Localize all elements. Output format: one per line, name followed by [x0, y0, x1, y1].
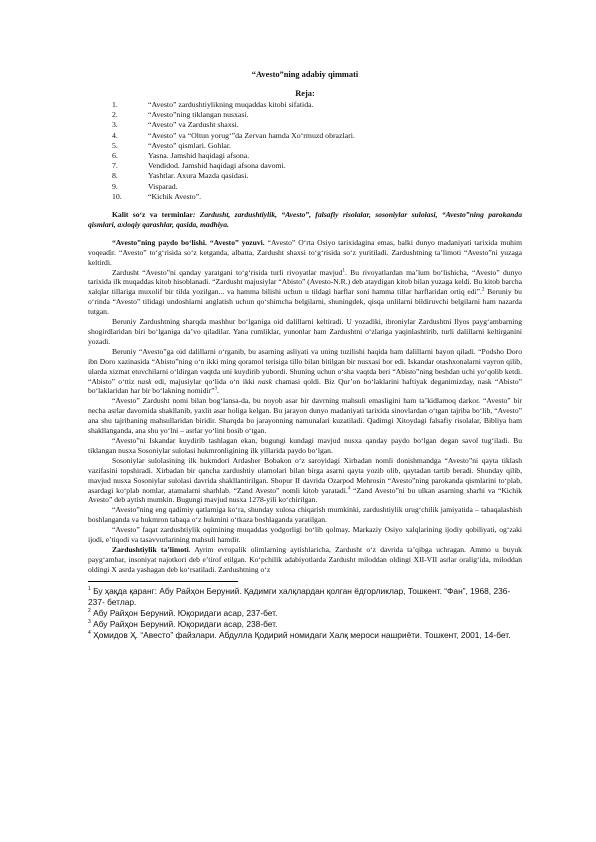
plan-item — [88, 110, 522, 120]
paragraph-text: Sosoniylar sulolasining ilk hukmdori Ardasher Bobakon o‘z saroyidagi Xirbadan nomli donishmandga “Avesto”ni qayta tiklash vazifasini topshiradi. Xirbadan bir qancha zardushtiy ulamolari bilan birga asarni qayta yozib olib, qaytadan tartib beradi. Shunday qilib, mavjud nusxa Sosoniylar sulolasi davrida shakllantirilgan. Shopur II davrida Ozarpod Mehrosin “Avesto”ning parokanda qismlarini to‘plab, asardagi ko‘plab nomlar, atamalarni sharhlab. “Zand Avesto” nomli kitob yaratadi. — [88, 455, 522, 495]
plan-item-number: 4. — [112, 130, 118, 140]
footnote-number: 1 — [88, 585, 91, 592]
term-nask: nask — [258, 376, 272, 386]
keywords-list: : Zardusht, zardushtiylik, “Avesto”, falsafiy risolalar, sosoniylar sulolasi, “Avesto”ning parokanda qismlari, axloqiy qarashlar, qasida, madhiya. — [88, 210, 522, 229]
plan-item — [88, 171, 522, 181]
paragraph-text: Beruniy “Avesto”ga oid dalillarni o‘rganib, bu asarning asliyati va uning tuzilishi haqida ham dalillarni bayon qiladi. “Podsho Doro ibn Doro xazinasida “Abisto”ning o‘n ikki ming qoramol terisiga tillo bilan bitilgan bir nusxasi bor edi. Iskandar otashxonalarni vayron qilib, ularda xizmat etuvchilarni o‘ldirgan vaqtda uni kuydirib yubordi. Shuning uchun o‘sha vaqtda beri “Abisto”ning beshdan uchi yo‘qolib ketdi. “Abisto” o‘ttiz — [88, 346, 522, 386]
plan-item — [88, 151, 522, 161]
footnote-text: Бу ҳақда қаранг: Абу Райҳон Беруний. Қадимги халқлардан қолган ёдгорликлар, Тошкент. “Фан”, 1968, 236-237- бетлар. — [88, 585, 511, 607]
plan-item-number: 3. — [112, 120, 118, 130]
body-paragraph: “Avesto”ning eng qadimiy qatlamiga ko‘ra, shunday xulosa chiqarish mumkinki, zardushtiylik urug‘chilik jamiyatida – tabaqalashish boshlanganda va hukmron tabaqa o‘z hukmini o‘tkaza boshlaganda yaratilgan. — [88, 505, 522, 525]
body-paragraph: “Avesto” faqat zardushtiylik oqimining muqaddas yodgorligi bo‘lib qolmay, Markaziy Osiyo xalqlarining ijodiy qobiliyati, og‘zaki ijodi, e’tiqodi va tasavvurlarining mahsuli hamdir. — [88, 525, 522, 545]
body-paragraph: Beruniy Zardushtning sharqda mashhur bo‘lganiga oid dalillarni keltiradi. U yozadiki, ibroniylar Zardushtni Ilyos payg‘ambarning shogirdlaridan biri bo‘lganiga da’vo qiladilar. Yana rumliklar, yunonlar ham Zardushtni o‘zlariga yaqinlashtirib, turli dalillarni keltirganini yozadi. — [88, 317, 522, 346]
plan-item-number: 8. — [112, 171, 118, 181]
footnote — [88, 586, 522, 608]
paragraph-text: chamasi qoldi. Biz Qur’on bo‘laklarini haftiyak deganimizday, nask “Abisto” bo‘laklaridan har bir bo‘lakning nomidir” — [88, 376, 522, 396]
plan-item-text: Yashtlar. Axura Mazda qasidasi. — [148, 171, 249, 181]
plan-item-number: 1. — [112, 100, 118, 109]
plan-item-text: “Avesto” va “Oltun yorug‘”da Zervan hamda Xo‘rmuzd obrazlari. — [148, 130, 355, 140]
footnote — [88, 608, 522, 619]
plan-item-text: Yasna. Jamshid haqidagi afsona. — [148, 151, 250, 161]
plan-item-number: 7. — [112, 161, 118, 171]
footnote-ref[interactable]: 3 — [214, 386, 218, 392]
footnote-number: 3 — [88, 618, 91, 625]
plan-item-text: “Avesto” zardushtiylikning muqaddas kitobi sifatida. — [148, 100, 314, 109]
term-nask: nask — [137, 376, 152, 386]
plan-item — [88, 182, 522, 192]
section-lead-cont: . “Avesto” yozuvi. — [205, 237, 265, 247]
paragraph-text: Beruniy bu o‘rinda “Avesto” tilidagi undoshlarni anglatish uchun qo‘shimcha belgilarni, shuningdek, qisqa unlilarni bildiruvchi belgilarni ham nazarda tutgan. — [88, 287, 522, 317]
plan-item-text: Vendidod. Jamshid haqidagi afsona davomi. — [148, 161, 286, 171]
plan-item — [88, 192, 522, 202]
plan-item — [88, 100, 522, 110]
paragraph-text: edi, majusiylar qo‘lida o‘n ikki — [151, 376, 259, 386]
footnotes — [88, 586, 522, 641]
body-paragraph — [88, 545, 522, 575]
plan-item-text: Visparad. — [148, 181, 178, 191]
plan-item-number: 6. — [112, 151, 118, 161]
footnote-ref[interactable]: 4 — [347, 485, 351, 491]
plan-item — [88, 161, 522, 171]
plan-item — [88, 131, 522, 141]
paragraph-text: Zardusht “Avesto”ni qanday yaratgani to‘g‘risida turli rivoyatlar mavjud — [112, 267, 343, 277]
footnote-number: 4 — [88, 629, 91, 636]
plan-item-number: 2. — [112, 110, 118, 120]
paragraph-text: . Bu rivoyatlardan ma’lum bo‘lishicha, “Avesto” dunyo tarixida ilk muqaddas kitob hisoblanadi. “Zardusht majusiylar “Abisto” (Avesto-N.R.) deb ataydigan kitob bilan yuzaga keldi. Bu kitob barcha xalqlar tillariga muxolif bir tilda yozilgan... va hamma bilishi uchun u tildagi harflar soni hamma tillar harflaridan ortiq edi”. — [88, 267, 522, 297]
section-lead: Zardushtiylik ta’limoti — [112, 544, 189, 554]
plan-item-text: “Avesto” qismlari. Gohlar. — [148, 140, 232, 150]
plan-item-number: 9. — [112, 181, 118, 191]
footnote — [88, 630, 522, 641]
plan-item-number: 5. — [112, 140, 118, 150]
body-paragraph: “Avesto”ni Iskandar kuydirib tashlagan ekan, bugungi kundagi mavjud nusxa qanday paydo bo‘lgan degan savol tug‘iladi. Bu tiklangan nusxa Sosoniylar sulolasi hukmronligining ilk yillarida paydo bo‘lgan. — [88, 435, 522, 455]
plan-item-number: 10. — [112, 191, 122, 201]
footnote-ref[interactable]: 2 — [481, 287, 485, 293]
plan-item-text: “Avesto” va Zardusht shaxsi. — [148, 120, 239, 130]
paragraph-text: “Zand Avesto”ni bu ulkan asarning sharhi va “Kichik Avesto” deb aytish mumkin. Bugungi mavjud nusxa 1278-yili ko‘chirilgan. — [88, 485, 522, 505]
section-lead: “Avesto”ning paydo bo‘lishi — [112, 237, 206, 247]
paragraph-text: . — [217, 386, 219, 396]
plan-item — [88, 120, 522, 130]
paragraph-text: “Avesto” O‘rta Osiyo tarixidagina emas, balki dunyo madaniyati tarixida muhim voqeadir. “Avesto” to‘g‘risida so‘z ketganda, albatta, Zardusht shaxsi to‘g‘risida so‘z yuritiladi. Zardushtning ta’limoti “Avesto”ni yuzaga keltirdi. — [88, 237, 522, 267]
footnote-text: Абу Райҳон Беруний. Юқоридаги асар, 237-бет. — [90, 607, 278, 618]
body-paragraph — [88, 347, 522, 397]
footnote-number: 2 — [88, 607, 91, 614]
body-paragraph — [88, 456, 522, 506]
footnote-divider — [88, 581, 238, 582]
keywords-label: Kalit so‘z va terminlar — [112, 210, 193, 220]
paragraph-text: . Ayrim evropalik olimlarning aytishlaricha, Zardusht o‘z davrida ta’qibga uchragan. Ammo u buyuk payg‘ambar, insoniyat najotkori deb e’tirof etilgan. Ko‘pchilik adabiyotlarda Zardusht miloddan oldingi XII-VII asrlar oralig‘ida, miloddan oldingi X asrda yashagan deb ko‘rsatiladi. Zardushtning o‘z — [88, 544, 522, 574]
body-paragraph — [88, 238, 522, 268]
keywords-paragraph — [88, 210, 522, 230]
footnote-text: Ҳомидов Ҳ. “Авесто” файзлари. Абдулла Қодирий номидаги Халқ мероси нашриёти. Тошкент, 2001, 14-бет. — [90, 629, 511, 640]
document-title: “Avesto”ning adabiy qimmati — [251, 70, 359, 79]
plan-list — [88, 100, 522, 202]
footnote-ref[interactable]: 1 — [342, 268, 345, 274]
footnote — [88, 619, 522, 630]
plan-heading: Reja: — [295, 89, 315, 98]
footnote-text: Абу Райҳон Беруний. Юқоридаги асар, 238-бет. — [90, 618, 278, 629]
body-paragraph: “Avesto” Zardusht nomi bilan bog‘lansa-da, bu noyob asar bir davrning mahsuli emasligini ham ta’kidlamoq darkor. “Avesto” bir necha asrlar davomida shakllanib, yaxlit asar holiga kelgan. Bu jarayon dunyo madaniyati tarixida sinovlardan o‘tgan tajriba bo‘lib, “Avesto” ana shu tajribaning mahsullaridan biridir. Sharqda bu jarayonning namunalari kuzatiladi. Qadimgi Xitoydagi falsafiy risolalar, Bibliya ham shakllanganda, ana shu yo‘lni – asrlar yo‘lini bosib o‘tgan. — [88, 396, 522, 436]
plan-item-text: “Kichik Avesto”. — [148, 191, 202, 201]
plan-item-text: “Avesto”ning tiklangan nusxasi. — [148, 110, 249, 120]
body-paragraph — [88, 268, 522, 318]
plan-item — [88, 141, 522, 151]
